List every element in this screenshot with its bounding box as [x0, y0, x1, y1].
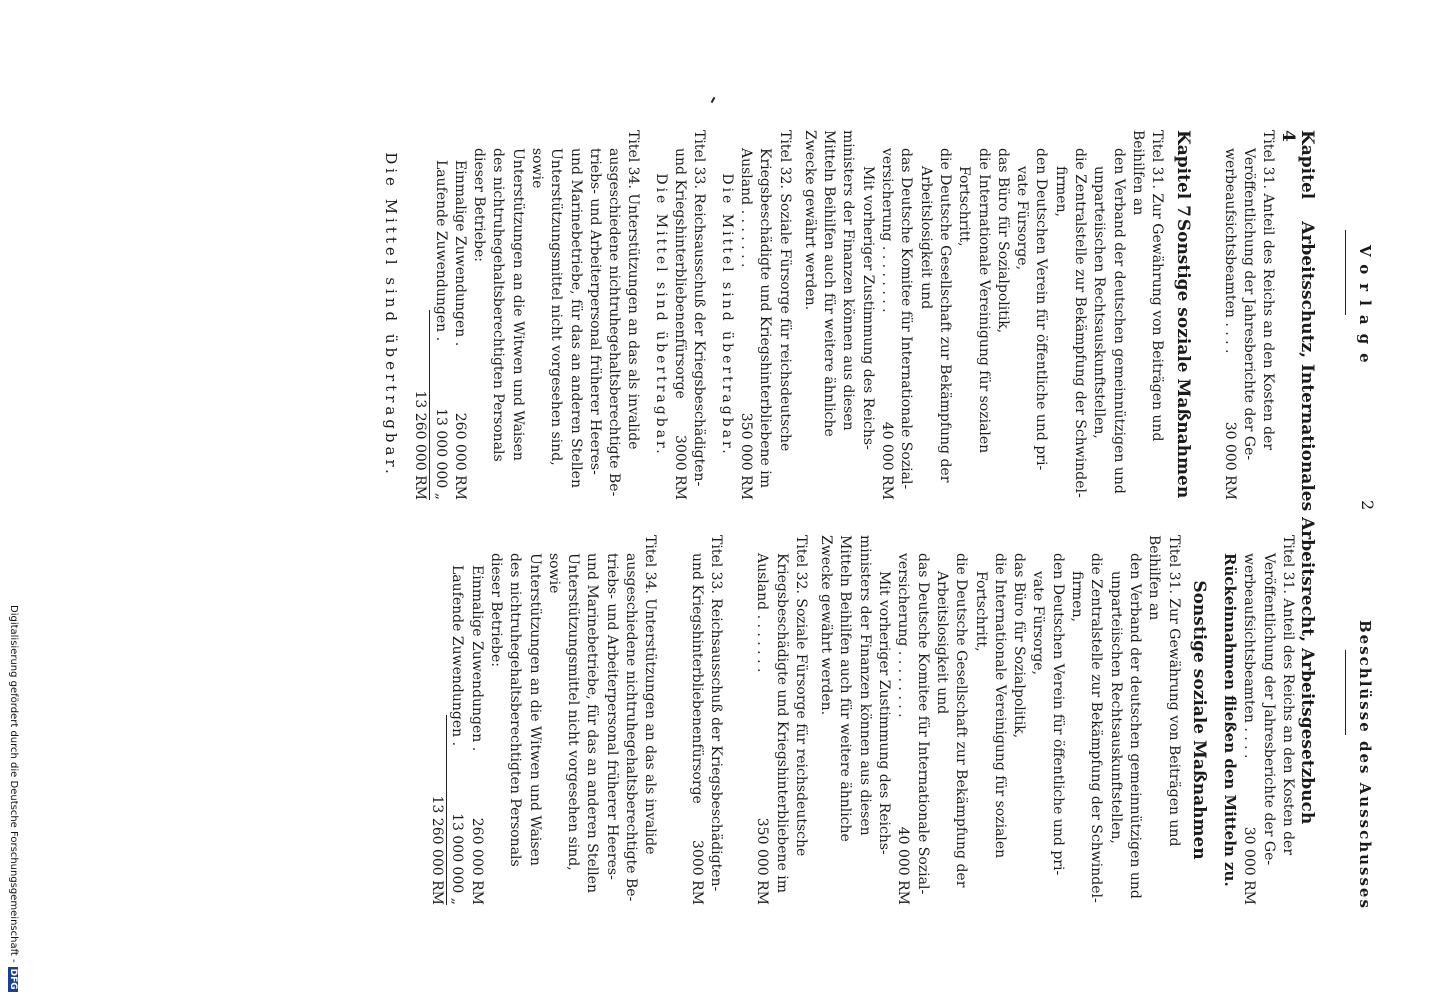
right-titel34-line: Unterstützungen an die Witwen und Waisen [526, 553, 543, 866]
left-titel33-amount-row [670, 130, 689, 500]
left-beneficiary-line: das Büro für Sozialpolitik, [994, 148, 1011, 334]
left-chapter7-label: Kapitel 7 [1172, 130, 1193, 218]
header-right-rule [1345, 650, 1346, 735]
left-titel34-line: Titel 34. Unterstützungen an das als invalide [625, 130, 642, 450]
left-chapter4-label: Kapitel 4 [1277, 130, 1317, 200]
right-titel33-amount: 3000 RM [688, 840, 705, 905]
left-titel34-line: Unterstützungen an die Witwen und Waisen [509, 148, 526, 461]
right-titel33-amount-row [686, 535, 705, 905]
left-titel31b-note-line: Mitteln Beihilfen auch für weitere ähnliche [821, 130, 838, 437]
left-einmalige-row [450, 160, 469, 500]
left-beneficiary-line: die Zentralstelle zur Bekämpfung der Schwindel- [1072, 148, 1089, 498]
left-laufende-label: Laufende Zuwendungen . [432, 160, 449, 342]
left-titel33-amount: 3000 RM [672, 435, 689, 500]
left-titel33-last-line: und Kriegshinterbliebenenfürsorge [672, 148, 689, 399]
left-titel33-note: Die Mittel sind übertragbar. [652, 173, 669, 457]
right-titel34-line: ausgeschiedene nichtruhegehaltsberechtigte Be- [623, 553, 640, 902]
right-titel32-line: Kriegsbeschädigte und Kriegshinterbliebene im [773, 553, 790, 894]
dfg-logo: DFG [8, 968, 18, 990]
left-titel31-reports [1220, 130, 1278, 500]
left-titel31b-note-line: ministers der Finanzen können aus diesen [840, 130, 857, 431]
right-beneficiary-line: den Deutschen Verein für öffentliche und pri- [1049, 553, 1066, 876]
left-beneficiary-line: firmen, [1052, 166, 1069, 218]
right-column [427, 535, 1316, 905]
left-beneficiary-line: die Deutsche Gesellschaft zur Bekämpfung der [936, 148, 953, 483]
left-titel32-amount: 350 000 RM [737, 412, 754, 500]
right-beneficiary-line: vate Fürsorge, [1030, 571, 1047, 676]
right-titel31b-amount-row [893, 535, 912, 905]
right-titel32-last-line: Ausland . . . . . . . [754, 553, 771, 673]
right-titel33-last-line: und Kriegshinterbliebenenfürsorge [688, 553, 705, 804]
right-titel31a-line: Veröffentlichung der Jahresberichte der Ge- [1260, 553, 1277, 866]
right-einmalige-row [466, 565, 485, 905]
right-titel31b-note-line: Mit vorheriger Zustimmung des Reichs- [876, 571, 893, 855]
left-chapter7-heading [1172, 130, 1191, 500]
left-beneficiary-line: den Deutschen Verein für öffentliche und pri- [1033, 148, 1050, 471]
left-total-amount: 13 260 000 RM [412, 390, 429, 500]
left-beneficiary-line: das Deutsche Komitee für Internationale Sozial- [898, 148, 915, 490]
left-titel31b-intro: Beihilfen an [1129, 130, 1146, 216]
left-titel32-line: Titel 32. Soziale Fürsorge für reichsdeutsche [776, 130, 793, 452]
right-total-amount: 13 260 000 RM [429, 795, 446, 905]
left-titel31b-note-line: Mit vorheriger Zustimmung des Reichs- [859, 166, 876, 450]
right-titel34 [486, 535, 660, 905]
right-titel32-amount: 350 000 RM [754, 817, 771, 905]
left-titel31a-amount-row [1220, 130, 1239, 500]
dfg-credit [8, 605, 19, 992]
left-titel31b-note-line: Zwecke gewährt werden. [801, 130, 818, 311]
left-titel34 [469, 130, 643, 500]
right-beneficiary-line: das Büro für Sozialpolitik, [1011, 553, 1028, 739]
right-titel31-reports [1239, 535, 1297, 905]
right-titel31b-intro: Titel 31. Zur Gewährung von Beiträgen und [1165, 535, 1182, 847]
left-chapter4-title: Arbeitsschutz, Internationales Arbeitsrecht, Arbeitsgesetzbuch [1297, 221, 1317, 825]
right-titel31b-last-line: versicherung . . . . . . . . [895, 553, 912, 718]
left-beneficiary-line: Arbeitslosigkeit und [917, 166, 934, 310]
right-titel31a-line: Titel 31. Anteil des Reichs an den Kosten der [1280, 535, 1296, 856]
right-titel31a-amount: 30 000 RM [1241, 826, 1258, 905]
left-titel31b-amount: 40 000 RM [879, 421, 896, 500]
scan-speck [711, 97, 716, 103]
left-beneficiary-line: die Internationale Vereinigung für sozialen [975, 148, 992, 454]
right-titel31b-intro: Beihilfen an [1146, 535, 1163, 621]
right-beneficiary-line: das Deutsche Komitee für Internationale Sozial- [914, 553, 931, 895]
right-titel34-line: und Marinebetriebe, für das an anderen Stellen [584, 553, 601, 893]
left-titel32-amount-row [736, 130, 755, 500]
right-titel34-line: Unterstützungsmittel nicht vorgesehen sind, sowie [545, 553, 582, 871]
left-titel31-contributions [800, 130, 1167, 500]
left-titel32-note: Die Mittel sind übertragbar. [718, 173, 735, 457]
right-titel31b-note-line: Zwecke gewährt werden. [818, 535, 835, 716]
right-beneficiary-line: firmen, [1069, 571, 1086, 623]
right-beneficiary-line: die Internationale Vereinigung für sozialen [991, 553, 1008, 859]
left-titel31a-last-line: werbeaufsichtsbeamten . . . . [1221, 148, 1238, 354]
right-beneficiary-line: unparteiischen Rechtsauskunftstellen, [1107, 571, 1124, 844]
right-beneficiary-line: Arbeitslosigkeit und [933, 571, 950, 715]
left-titel31a-line: Veröffentlichung der Jahresberichte der Ge- [1241, 148, 1258, 461]
left-titel33 [670, 130, 709, 500]
left-beneficiary-line: den Verband der deutschen gemeinnützigen und [1110, 148, 1127, 494]
right-titel34-line: Titel 34. Unterstützungen an das als invalide [642, 535, 659, 855]
right-beneficiary-line: die Deutsche Gesellschaft zur Bekämpfung der [953, 553, 970, 888]
left-einmalige-label: Einmalige Zuwendungen . [451, 160, 468, 347]
left-beneficiary-line: Fortschritt, [956, 166, 973, 247]
right-beneficiary-line: Fortschritt, [972, 571, 989, 652]
right-laufende-amount: 13 000 000 „ [449, 813, 466, 905]
right-beneficiary-line: den Verband der deutschen gemeinnützigen und [1126, 553, 1143, 899]
right-rueckeinnahmen: Rückeinnahmen fließen den Mitteln zu. [1221, 553, 1240, 887]
left-titel32-line: Kriegsbeschädigte und Kriegshinterbliebene im [757, 148, 774, 489]
left-titel31b-last-line: versicherung . . . . . . . . [879, 148, 896, 313]
left-titel31b-intro: Titel 31. Zur Gewährung von Beiträgen und [1149, 130, 1166, 442]
left-beneficiary-line: vate Fürsorge, [1014, 166, 1031, 271]
left-titel31b-amount-row [877, 130, 896, 500]
left-beneficiary-line: unparteiischen Rechtsauskunftstellen, [1091, 166, 1108, 439]
right-chapter7-title: Sonstige soziale Maßnahmen [1188, 580, 1209, 860]
right-titel31a-last-line: werbeaufsichtsbeamten . . . . [1241, 553, 1258, 759]
right-titel31b-note-line: ministers der Finanzen können aus diesen [856, 535, 873, 836]
left-einmalige-amount: 260 000 RM [451, 412, 468, 500]
right-beneficiary-line: die Zentralstelle zur Bekämpfung der Schwindel- [1088, 553, 1105, 903]
left-titel32-last-line: Ausland . . . . . . . [737, 148, 754, 268]
page-number: 2 [1358, 500, 1377, 511]
left-titel34-line: Unterstützungsmittel nicht vorgesehen sind, sowie [529, 148, 565, 466]
left-titel33-line: Titel 33. Reichsausschuß der Kriegsbeschädigten- [691, 130, 708, 487]
header-left-rule [1345, 230, 1346, 315]
header-left: Vorlage [1356, 245, 1374, 372]
left-titel32 [736, 130, 794, 500]
right-titel31-contributions [816, 535, 1183, 905]
right-titel31b-amount: 40 000 RM [895, 826, 912, 905]
left-laufende-amount: 13 000 000 „ [432, 408, 449, 500]
right-titel34-line: dieser Betriebe: [488, 553, 505, 667]
header-right: Beschlüsse des Ausschusses [1356, 620, 1374, 910]
left-titel31a-line: Titel 31. Anteil des Reichs an den Kosten der [1260, 130, 1277, 451]
left-chapter7-title: Sonstige soziale Maßnahmen [1172, 218, 1193, 499]
right-laufende-label: Laufende Zuwendungen . [449, 565, 466, 747]
right-laufende-row [447, 565, 466, 905]
left-titel34-line: des nichtruhegehaltsberechtigten Personals [490, 148, 507, 462]
right-titel31b-note-line: Mitteln Beihilfen auch für weitere ähnliche [837, 535, 854, 842]
left-laufende-row [430, 160, 449, 500]
left-final-note: Die Mittel sind übertragbar. [381, 152, 400, 478]
dfg-credit-text: Digitalisierung gefördert durch die Deutsche Forschungsgemeinschaft - [8, 605, 19, 963]
left-titel34-line: dieser Betriebe: [471, 148, 488, 262]
right-titel34-line: des nichtruhegehaltsberechtigten Personals [507, 553, 524, 867]
left-titel34-line: triebs- und Arbeiterpersonal früherer Heeres- [586, 148, 603, 475]
left-titel31a-amount: 30 000 RM [1221, 421, 1238, 500]
right-titel31a-amount-row [1239, 535, 1258, 905]
left-titel34-line: und Marinebetriebe, für das an anderen Stellen [567, 148, 584, 488]
right-titel32-amount-row [752, 535, 771, 905]
right-einmalige-amount: 260 000 RM [468, 817, 485, 905]
right-titel33 [686, 535, 725, 905]
right-titel32 [752, 535, 810, 905]
right-titel33-line: Titel 33. Reichsausschuß der Kriegsbeschädigten- [707, 535, 724, 892]
right-einmalige-label: Einmalige Zuwendungen . [468, 565, 485, 752]
left-titel34-line: ausgeschiedene nichtruhegehaltsberechtigte Be- [606, 148, 623, 497]
right-titel32-line: Titel 32. Soziale Fürsorge für reichsdeutsche [792, 535, 809, 857]
right-titel34-line: triebs- und Arbeiterpersonal früherer Heeres- [603, 553, 620, 880]
